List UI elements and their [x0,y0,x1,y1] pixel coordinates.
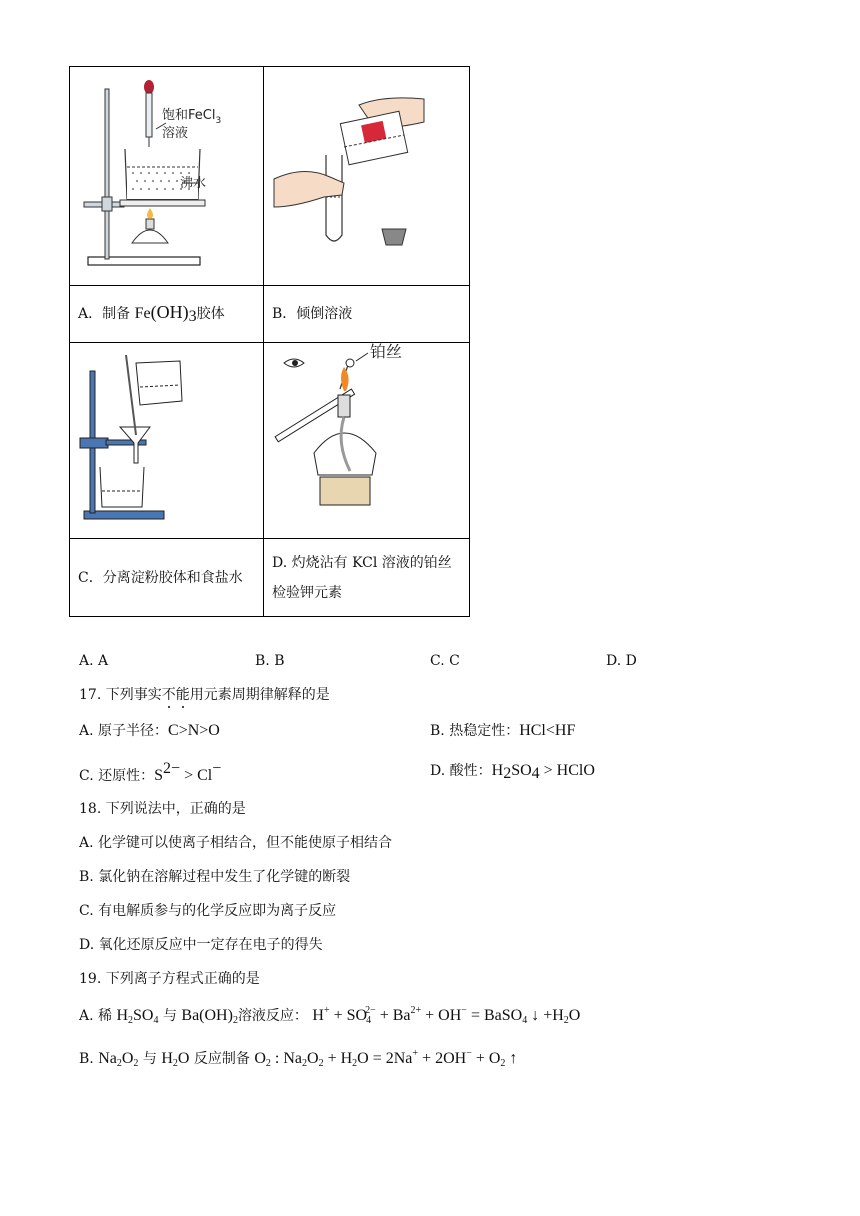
fecl3-label: 饱和FeCl [162,108,216,123]
q18-option-c: C. 有电解质参与的化学反应即为离子反应 [79,903,337,919]
caption-d: D. 灼烧沾有 KCl 溶液的铂丝 检验钾元素 [264,539,470,617]
q19-option-b: B. $Na_2O_2$ 与 $H_2O$ 反应制备 $O_2$ : $Na_2O_2 + H_2O = 2Na^+ + 2OH^- + O_2$ ↑ [79,1048,518,1069]
q16-option-d: D. D [606,653,637,669]
q19-option-a: A. 稀 $H_2SO_4$ 与 $Ba(OH)_2$溶液反应： $H^+ + SO_4^{2-} + Ba^{2+} + OH^-$ = BaSO$_4$ ↓ $+H_2O$ [79,1005,581,1026]
fecl3-sub: 3 [215,116,222,126]
q17-option-a: A. 原子半径：C>N>O [79,722,220,739]
q16-option-c: C. C [430,653,460,669]
experiment-table [69,66,470,617]
q17-stem: 17. 下列事实不能用元素周期律解释的是 [79,687,330,703]
platinum-wire-label: 铂丝 [370,343,403,361]
q18-option-a: A. 化学键可以使离子相结合，但不能使原子相结合 [79,835,393,851]
figure-d-flame-test-apparatus [264,343,469,534]
q18-stem: 18. 下列说法中，正确的是 [79,801,246,817]
caption-c: C．分离淀粉胶体和食盐水 [70,539,264,617]
boiling-water-label: 沸水 [180,176,207,191]
q17-option-d: D. 酸性：$H_2SO_4$ > HClO [430,762,595,782]
q16-option-b: B. B [255,653,285,669]
caption-b: B．倾倒溶液 [264,286,470,343]
figure-d-cell [264,343,470,539]
q17-option-c: C. 还原性：$S^{2-} > Cl^-$ [79,760,222,784]
q16-option-a: A. A [79,653,109,669]
q19-stem: 19. 下列离子方程式正确的是 [79,971,260,987]
figure-a-colloid-apparatus [70,67,263,281]
caption-a: A．制备 $Fe(OH)_3$胶体 [70,286,264,343]
figure-b-pouring-illustration [264,67,469,281]
figure-c-filtration-apparatus [70,343,263,534]
solution-label: 溶液 [162,126,189,141]
q17-option-b: B. 热稳定性：HCl<HF [430,722,576,739]
q18-option-d: D. 氧化还原反应中一定存在电子的得失 [79,937,323,953]
figure-c-cell [70,343,264,539]
figure-a-cell [70,67,264,286]
q18-option-b: B. 氯化钠在溶解过程中发生了化学键的断裂 [79,869,351,885]
svg-text:饱和FeCl3 [162,107,221,126]
figure-b-cell [264,67,470,286]
